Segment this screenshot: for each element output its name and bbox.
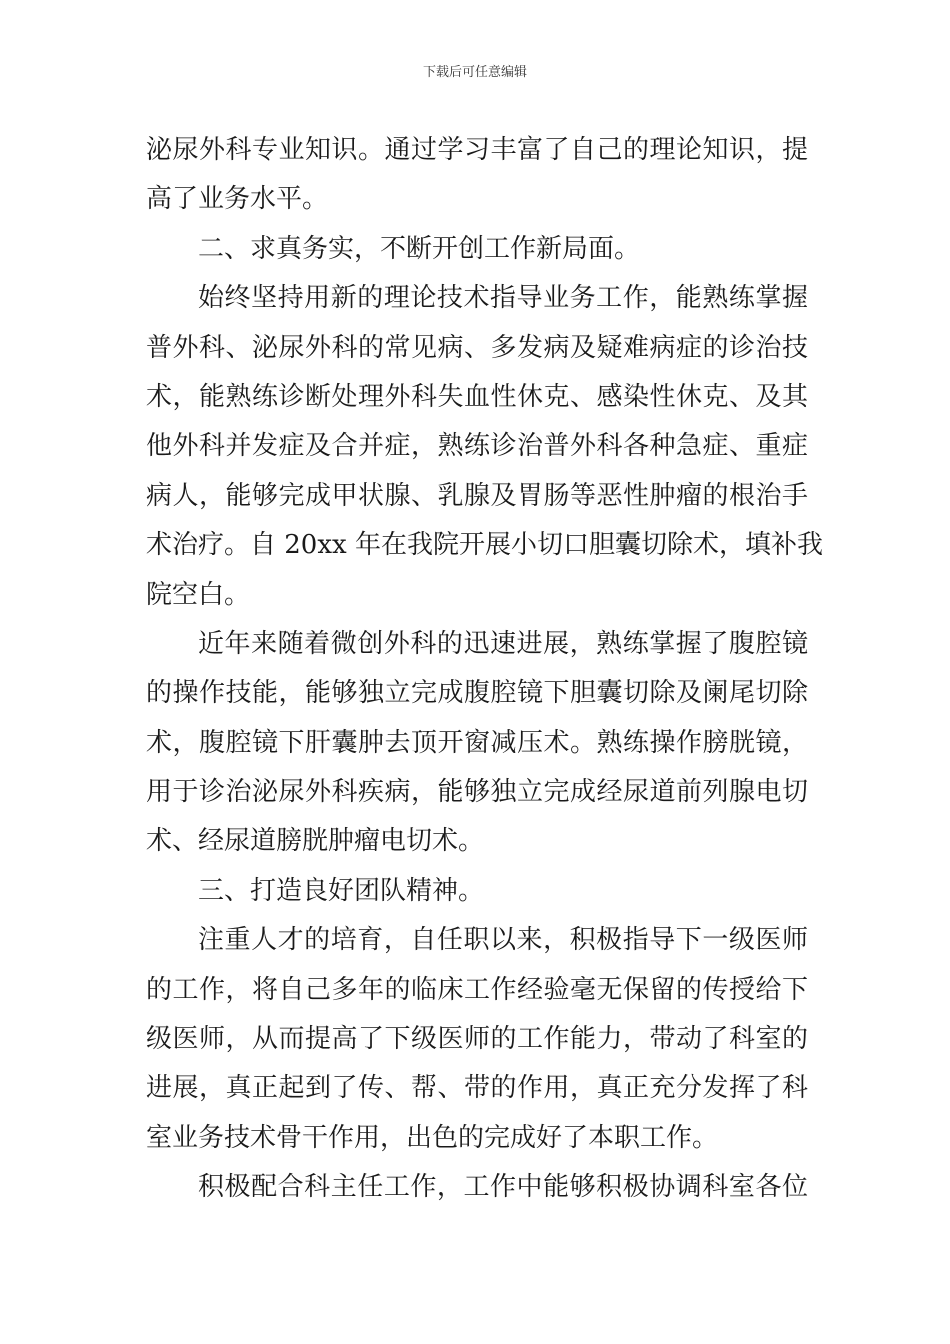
text-line: 术，能熟练诊断处理外科失血性休克、感染性休克、及其 — [146, 381, 808, 412]
text-line: 的操作技能，能够独立完成腹腔镜下胆囊切除及阑尾切除 — [146, 678, 808, 709]
text-line: 三、打造良好团队精神。 — [198, 875, 485, 906]
text-line: 始终坚持用新的理论技术指导业务工作，能熟练掌握 — [198, 283, 808, 314]
text-line: 院空白。 — [146, 579, 251, 610]
text-line: 高了业务水平。 — [146, 184, 329, 215]
text-line: 术、经尿道膀胱肿瘤电切术。 — [146, 826, 485, 857]
text-line: 用于诊治泌尿外科疾病，能够独立完成经尿道前列腺电切 — [146, 777, 808, 808]
text-line: 二、求真务实，不断开创工作新局面。 — [198, 233, 641, 264]
text-line: 进展，真正起到了传、帮、带的作用，真正充分发挥了科 — [146, 1073, 808, 1104]
text-line: 他外科并发症及合并症，熟练诊治普外科各种急症、重症 — [146, 431, 808, 462]
text-line: 级医师，从而提高了下级医师的工作能力，带动了科室的 — [146, 1024, 808, 1055]
text-line: 室业务技术骨干作用，出色的完成好了本职工作。 — [146, 1122, 719, 1153]
text-line: 泌尿外科专业知识。通过学习丰富了自己的理论知识，提 — [146, 135, 808, 165]
text-line: 术治疗。自 20xx 年在我院开展小切口胆囊切除术，填补我 — [146, 530, 823, 561]
page-header — [0, 64, 950, 82]
text-line: 术，腹腔镜下肝囊肿去顶开窗减压术。熟练操作膀胱镜， — [146, 727, 808, 758]
text-line: 注重人才的培育，自任职以来，积极指导下一级医师 — [198, 925, 808, 956]
text-line: 病人，能够完成甲状腺、乳腺及胃肠等恶性肿瘤的根治手 — [146, 480, 808, 511]
text-line: 积极配合科主任工作，工作中能够积极协调科室各位 — [198, 1172, 808, 1203]
text-line: 近年来随着微创外科的迅速进展，熟练掌握了腹腔镜 — [198, 628, 808, 659]
header-text: 下载后可任意编辑 — [422, 65, 527, 80]
text-line: 的工作，将自己多年的临床工作经验毫无保留的传授给下 — [146, 974, 808, 1005]
document-body — [146, 126, 823, 1213]
text-line: 普外科、泌尿外科的常见病、多发病及疑难病症的诊治技 — [146, 332, 808, 363]
